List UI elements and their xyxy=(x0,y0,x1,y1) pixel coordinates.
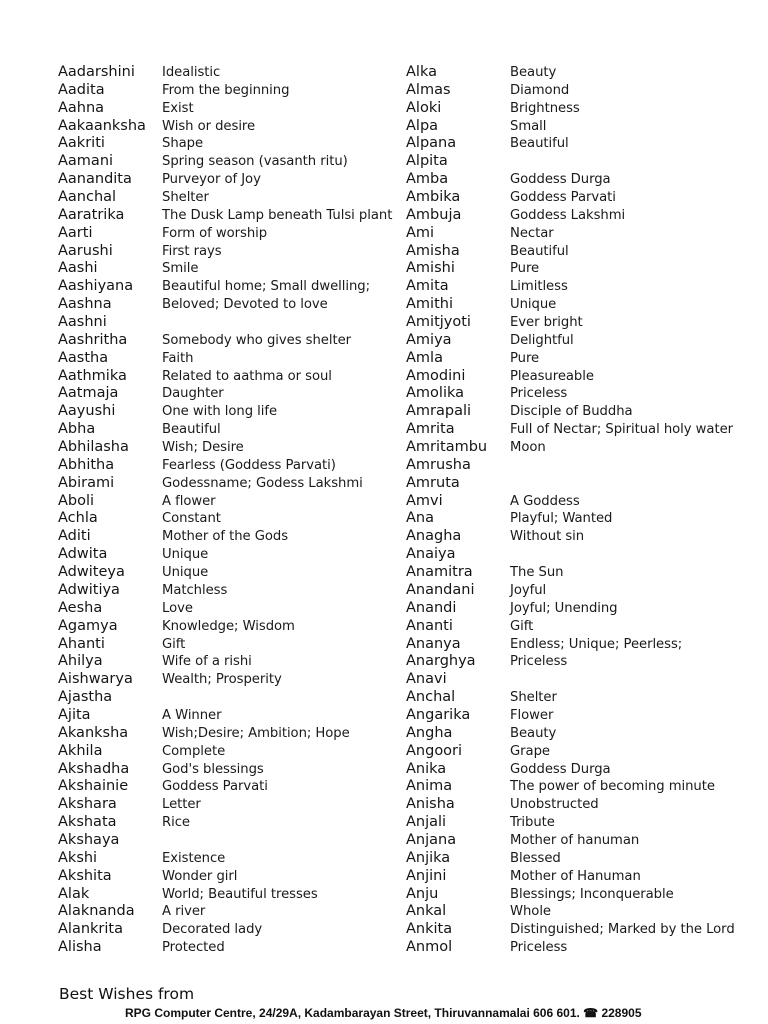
name-label: Anagha xyxy=(406,528,462,545)
meaning-label: Beauty xyxy=(510,65,557,80)
name-entry-row xyxy=(406,671,756,689)
name-entry-row xyxy=(58,600,398,618)
name-label: Akhila xyxy=(58,742,103,759)
meaning-label: Ever bright xyxy=(510,315,583,331)
name-entry-row xyxy=(58,100,398,118)
name-label: Akanksha xyxy=(58,724,129,741)
meaning-label: Flower xyxy=(510,707,554,723)
name-entry-row xyxy=(58,243,398,261)
name-label: Anmol xyxy=(406,939,453,956)
name-entry-row xyxy=(58,725,398,743)
meaning-label: Full of Nectar; Spiritual holy water xyxy=(510,422,733,438)
name-label: Aakriti xyxy=(58,135,105,152)
meaning-label: Beloved; Devoted to love xyxy=(162,297,328,313)
name-label: Akshata xyxy=(58,814,117,831)
name-label: Ahilya xyxy=(58,653,103,670)
name-label: Akshita xyxy=(58,867,112,884)
meaning-label: Brightness xyxy=(510,100,580,116)
name-label: Aboli xyxy=(58,492,95,509)
name-label: Aayushi xyxy=(58,403,116,420)
name-label: Alisha xyxy=(58,939,102,956)
name-label: Ambuja xyxy=(406,206,462,223)
name-entry-row xyxy=(58,135,398,153)
meaning-label: Goddess Parvati xyxy=(510,190,616,206)
name-entry-row xyxy=(406,546,756,564)
name-label: Amla xyxy=(406,349,443,366)
meaning-label: Fearless (Goddess Parvati) xyxy=(162,457,336,473)
name-entry-row xyxy=(406,475,756,493)
name-label: Anjali xyxy=(406,814,447,831)
name-label: Aatmaja xyxy=(58,385,119,402)
name-label: Aanandita xyxy=(58,171,132,188)
meaning-label: Disciple of Buddha xyxy=(510,404,633,420)
meaning-label: Small xyxy=(510,118,547,134)
name-entry-row xyxy=(406,278,756,296)
name-entry-row xyxy=(58,350,398,368)
name-entry-row xyxy=(58,510,398,528)
name-entry-row xyxy=(58,493,398,511)
name-entry-row xyxy=(406,457,756,475)
name-entry-row xyxy=(406,153,756,171)
meaning-label: A Goddess xyxy=(510,493,580,509)
meaning-label: Faith xyxy=(162,350,194,366)
meaning-label: Unique xyxy=(510,297,557,313)
meaning-label: Love xyxy=(162,600,193,616)
name-label: Adwitiya xyxy=(58,581,120,598)
name-entry-row xyxy=(58,153,398,171)
name-label: Aathmika xyxy=(58,367,127,384)
name-label: Angha xyxy=(406,724,453,741)
meaning-label: Decorated lady xyxy=(162,922,263,938)
meaning-label: Pleasureable xyxy=(510,368,594,384)
name-label: Abha xyxy=(58,421,96,438)
name-entry-row xyxy=(58,707,398,725)
name-entry-row xyxy=(58,564,398,582)
meaning-label: Shelter xyxy=(162,190,209,206)
name-entry-row xyxy=(406,582,756,600)
name-entry-row xyxy=(406,368,756,386)
name-entry-row xyxy=(58,385,398,403)
name-label: Aditi xyxy=(58,528,91,545)
meaning-label: Pure xyxy=(510,261,540,277)
meaning-label: Endless; Unique; Peerless; xyxy=(510,636,683,652)
meaning-label: Mother of the Gods xyxy=(162,529,289,545)
name-label: Aadarshini xyxy=(58,64,135,80)
name-label: Akshadha xyxy=(58,760,130,777)
name-entry-row xyxy=(406,171,756,189)
name-entry-row xyxy=(58,868,398,886)
name-label: Amrusha xyxy=(406,456,471,473)
meaning-label: Goddess Durga xyxy=(510,761,611,777)
meaning-label: Somebody who gives shelter xyxy=(162,332,352,348)
meaning-label: A river xyxy=(162,904,206,920)
name-entry-row xyxy=(58,850,398,868)
meaning-label: Moon xyxy=(510,440,546,456)
meaning-label: Beautiful xyxy=(510,136,569,152)
name-entry-row xyxy=(58,403,398,421)
meaning-label: Pure xyxy=(510,350,540,366)
name-label: Amritambu xyxy=(406,439,488,456)
name-label: Alpana xyxy=(406,135,457,152)
name-label: Anjini xyxy=(406,867,447,884)
name-entry-row xyxy=(58,332,398,350)
name-entry-row xyxy=(406,689,756,707)
meaning-label: Wonder girl xyxy=(162,868,238,884)
name-label: Anjika xyxy=(406,849,451,866)
name-entry-row xyxy=(406,260,756,278)
meaning-label: Goddess Parvati xyxy=(162,779,268,795)
name-label: Ankal xyxy=(406,903,447,920)
name-label: Anandi xyxy=(406,599,457,616)
name-entry-row xyxy=(58,314,398,332)
meaning-label: Wish or desire xyxy=(162,118,256,134)
meaning-label: Wealth; Prosperity xyxy=(162,672,282,688)
name-label: Anima xyxy=(406,778,453,795)
name-label: Abhitha xyxy=(58,456,115,473)
name-entry-row xyxy=(58,296,398,314)
name-label: Amita xyxy=(406,278,449,295)
meaning-label: First rays xyxy=(162,243,222,259)
name-entry-row xyxy=(406,796,756,814)
name-entry-row xyxy=(58,421,398,439)
name-label: Amiya xyxy=(406,331,452,348)
name-label: Amba xyxy=(406,171,449,188)
name-entry-row xyxy=(406,564,756,582)
name-entry-row xyxy=(406,225,756,243)
name-entry-row xyxy=(58,189,398,207)
name-entry-row xyxy=(406,707,756,725)
name-label: Anarghya xyxy=(406,653,476,670)
meaning-label: Unobstructed xyxy=(510,797,599,813)
name-label: Angarika xyxy=(406,706,471,723)
meaning-label: Beautiful xyxy=(162,422,221,438)
name-entry-row xyxy=(406,189,756,207)
name-label: Abhilasha xyxy=(58,439,129,456)
name-entry-row xyxy=(58,82,398,100)
meaning-label: Daughter xyxy=(162,386,224,402)
name-label: Alka xyxy=(406,64,437,80)
name-label: Agamya xyxy=(58,617,118,634)
name-entry-row xyxy=(406,850,756,868)
name-label: Anavi xyxy=(406,671,447,688)
meaning-label: Blessed xyxy=(510,850,561,866)
name-entry-row xyxy=(406,207,756,225)
name-entry-row xyxy=(406,82,756,100)
meaning-label: Beautiful xyxy=(510,243,569,259)
name-entry-row xyxy=(58,778,398,796)
name-label: Anamitra xyxy=(406,564,473,581)
name-label: Amishi xyxy=(406,260,455,277)
name-entry-row xyxy=(406,528,756,546)
name-label: Aaratrika xyxy=(58,206,125,223)
name-entry-row xyxy=(406,868,756,886)
name-label: Aashna xyxy=(58,296,112,313)
meaning-label: Playful; Wanted xyxy=(510,511,613,527)
name-label: Ankita xyxy=(406,921,453,938)
meaning-label: A flower xyxy=(162,493,216,509)
meaning-label: Complete xyxy=(162,743,226,759)
right-name-list xyxy=(406,64,756,957)
meaning-label: Joyful; Unending xyxy=(510,600,618,616)
name-entry-row xyxy=(406,314,756,332)
name-label: Aashiyana xyxy=(58,278,134,295)
meaning-label: Joyful xyxy=(510,582,547,598)
name-entry-row xyxy=(406,243,756,261)
meaning-label: Godessname; Godess Lakshmi xyxy=(162,475,363,491)
name-label: Amitjyoti xyxy=(406,314,471,331)
name-label: Aamani xyxy=(58,153,114,170)
meaning-label: Idealistic xyxy=(162,65,221,80)
meaning-label: Unique xyxy=(162,547,209,563)
name-entry-row xyxy=(58,439,398,457)
name-label: Aarushi xyxy=(58,242,113,259)
name-label: Almas xyxy=(406,81,451,98)
name-entry-row xyxy=(58,225,398,243)
meaning-label: Shape xyxy=(162,136,204,152)
meaning-label: Wish; Desire xyxy=(162,440,244,456)
name-label: Ananya xyxy=(406,635,461,652)
name-entry-row xyxy=(58,260,398,278)
name-entry-row xyxy=(58,618,398,636)
name-label: Aanchal xyxy=(58,189,117,206)
name-label: Anju xyxy=(406,885,439,902)
name-entry-row xyxy=(58,689,398,707)
name-label: Aishwarya xyxy=(58,671,133,688)
name-label: Alpa xyxy=(406,117,439,134)
name-entry-row xyxy=(58,171,398,189)
name-label: Amruta xyxy=(406,474,460,491)
meaning-label: Blessings; Inconquerable xyxy=(510,886,674,902)
name-entry-row xyxy=(58,118,398,136)
name-entry-row xyxy=(58,921,398,939)
name-entry-row xyxy=(406,743,756,761)
meaning-label: Protected xyxy=(162,940,225,956)
name-entry-row xyxy=(406,832,756,850)
footer-address: RPG Computer Centre, 24/29A, Kadambarayan Street, Thiruvannamalai 606 601. ☎ 228905 xyxy=(125,1006,642,1020)
meaning-label: Wish;Desire; Ambition; Hope xyxy=(162,725,350,741)
meaning-label: Beautiful home; Small dwelling; xyxy=(162,279,371,295)
name-entry-row xyxy=(406,510,756,528)
name-label: Ajita xyxy=(58,706,91,723)
name-entry-row xyxy=(406,814,756,832)
name-label: Anandani xyxy=(406,581,475,598)
name-label: Abirami xyxy=(58,474,115,491)
name-label: Ami xyxy=(406,224,435,241)
name-label: Aahna xyxy=(58,99,105,116)
name-entry-row xyxy=(58,653,398,671)
name-label: Aastha xyxy=(58,349,109,366)
meaning-label: Letter xyxy=(162,797,201,813)
name-label: Amrita xyxy=(406,421,455,438)
name-label: Alak xyxy=(58,885,90,902)
name-label: Aadita xyxy=(58,81,105,98)
meaning-label: Whole xyxy=(510,904,551,920)
meaning-label: Wife of a rishi xyxy=(162,654,252,670)
name-label: Aesha xyxy=(58,599,103,616)
name-label: Ambika xyxy=(406,189,461,206)
name-label: Aashritha xyxy=(58,331,128,348)
meaning-label: The Dusk Lamp beneath Tulsi plant xyxy=(162,207,393,223)
name-entry-row xyxy=(58,64,398,82)
name-entry-row xyxy=(406,921,756,939)
name-label: Amisha xyxy=(406,242,460,259)
name-entry-row xyxy=(58,939,398,957)
meaning-label: Smile xyxy=(162,261,199,277)
name-entry-row xyxy=(58,903,398,921)
name-label: Anjana xyxy=(406,831,457,848)
name-label: Anisha xyxy=(406,796,455,813)
meaning-label: The Sun xyxy=(510,565,564,581)
name-entry-row xyxy=(58,582,398,600)
meaning-label: Shelter xyxy=(510,690,557,706)
name-label: Ajastha xyxy=(58,689,113,706)
name-label: Ahanti xyxy=(58,635,105,652)
name-entry-row xyxy=(58,207,398,225)
name-entry-row xyxy=(58,671,398,689)
footer-title: Best Wishes from xyxy=(59,985,195,1003)
meaning-label: Matchless xyxy=(162,582,228,598)
name-label: Akshara xyxy=(58,796,117,813)
name-entry-row xyxy=(406,439,756,457)
name-label: Angoori xyxy=(406,742,463,759)
name-label: Akshainie xyxy=(58,778,129,795)
name-entry-row xyxy=(58,832,398,850)
name-entry-row xyxy=(58,886,398,904)
name-label: Anchal xyxy=(406,689,456,706)
name-entry-row xyxy=(58,368,398,386)
name-label: Aloki xyxy=(406,99,442,116)
meaning-label: From the beginning xyxy=(162,82,290,98)
meaning-label: Priceless xyxy=(510,654,568,670)
meaning-label: Grape xyxy=(510,743,550,759)
name-entry-row xyxy=(406,653,756,671)
name-label: Anika xyxy=(406,760,447,777)
meaning-label: The power of becoming minute xyxy=(510,779,715,795)
meaning-label: Rice xyxy=(162,815,190,831)
name-label: Anaiya xyxy=(406,546,456,563)
meaning-label: Exist xyxy=(162,100,194,116)
name-label: Amodini xyxy=(406,367,466,384)
name-entry-row xyxy=(406,778,756,796)
name-label: Akshi xyxy=(58,849,98,866)
name-entry-row xyxy=(406,332,756,350)
meaning-label: Delightful xyxy=(510,332,574,348)
name-entry-row xyxy=(406,100,756,118)
name-entry-row xyxy=(406,761,756,779)
name-entry-row xyxy=(406,421,756,439)
name-entry-row xyxy=(406,903,756,921)
meaning-label: Priceless xyxy=(510,386,568,402)
name-entry-row xyxy=(406,118,756,136)
name-entry-row xyxy=(406,403,756,421)
name-entry-row xyxy=(406,64,756,82)
name-label: Adwita xyxy=(58,546,108,563)
name-entry-row xyxy=(58,475,398,493)
name-label: Amolika xyxy=(406,385,464,402)
name-entry-row xyxy=(406,886,756,904)
meaning-label: God's blessings xyxy=(162,761,264,777)
meaning-label: Constant xyxy=(162,511,221,527)
name-entry-row xyxy=(406,636,756,654)
meaning-label: Knowledge; Wisdom xyxy=(162,618,295,634)
left-name-list xyxy=(58,64,398,957)
name-entry-row xyxy=(406,725,756,743)
name-entry-row xyxy=(58,457,398,475)
name-entry-row xyxy=(406,350,756,368)
meaning-label: Purveyor of Joy xyxy=(162,172,261,188)
meaning-label: Limitless xyxy=(510,279,568,295)
meaning-label: Related to aathma or soul xyxy=(162,368,332,384)
name-label: Akshaya xyxy=(58,831,120,848)
name-entry-row xyxy=(58,636,398,654)
meaning-label: Mother of hanuman xyxy=(510,832,640,848)
meaning-label: Priceless xyxy=(510,940,568,956)
meaning-label: Nectar xyxy=(510,225,554,241)
name-label: Adwiteya xyxy=(58,564,125,581)
meaning-label: Mother of Hanuman xyxy=(510,868,641,884)
name-entry-row xyxy=(58,528,398,546)
name-label: Ananti xyxy=(406,617,453,634)
name-entry-row xyxy=(406,618,756,636)
name-entry-row xyxy=(58,278,398,296)
name-entry-row xyxy=(406,135,756,153)
name-entry-row xyxy=(406,385,756,403)
meaning-label: Form of worship xyxy=(162,225,268,241)
meaning-label: Gift xyxy=(510,618,534,634)
name-entry-row xyxy=(406,296,756,314)
meaning-label: World; Beautiful tresses xyxy=(162,886,318,902)
name-entry-row xyxy=(58,743,398,761)
meaning-label: Spring season (vasanth ritu) xyxy=(162,154,348,170)
name-label: Amrapali xyxy=(406,403,472,420)
name-entry-row xyxy=(58,761,398,779)
name-label: Aashi xyxy=(58,260,98,277)
meaning-label: Gift xyxy=(162,636,186,652)
name-label: Aashni xyxy=(58,314,107,331)
name-label: Alaknanda xyxy=(58,903,135,920)
name-label: Ana xyxy=(406,510,434,527)
name-label: Aarti xyxy=(58,224,93,241)
name-entry-row xyxy=(58,796,398,814)
name-entry-row xyxy=(406,939,756,957)
meaning-label: Beauty xyxy=(510,725,557,741)
meaning-label: A Winner xyxy=(162,707,222,723)
name-label: Achla xyxy=(58,510,98,527)
meaning-label: Goddess Lakshmi xyxy=(510,207,626,223)
meaning-label: Unique xyxy=(162,565,209,581)
meaning-label: Goddess Durga xyxy=(510,172,611,188)
meaning-label: Without sin xyxy=(510,529,585,545)
name-entry-row xyxy=(58,546,398,564)
name-entry-row xyxy=(406,493,756,511)
meaning-label: One with long life xyxy=(162,404,278,420)
meaning-label: Distinguished; Marked by the Lord xyxy=(510,922,735,938)
name-label: Alpita xyxy=(406,153,448,170)
meaning-label: Existence xyxy=(162,850,226,866)
meaning-label: Tribute xyxy=(510,815,555,831)
meaning-label: Diamond xyxy=(510,82,570,98)
name-label: Aakaanksha xyxy=(58,117,146,134)
name-label: Alankrita xyxy=(58,921,123,938)
name-label: Amithi xyxy=(406,296,453,313)
name-label: Amvi xyxy=(406,492,443,509)
name-entry-row xyxy=(406,600,756,618)
name-entry-row xyxy=(58,814,398,832)
